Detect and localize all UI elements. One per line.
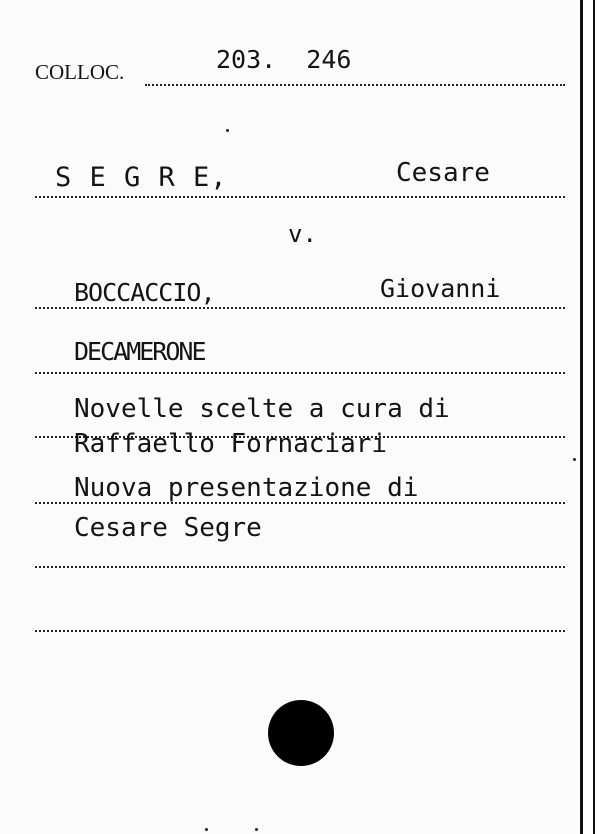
rule-line	[35, 630, 565, 632]
rule-line	[35, 502, 565, 504]
author-surname: S E G R E,	[55, 162, 228, 193]
rule-line	[35, 307, 565, 309]
card-edge-line	[580, 0, 583, 834]
rule-line	[145, 84, 565, 86]
ink-speck	[205, 828, 208, 831]
description-line: Cesare Segre	[74, 513, 262, 543]
ink-speck	[226, 129, 229, 132]
rule-line	[35, 372, 565, 374]
connector-v: v.	[288, 220, 317, 248]
description-line: Novelle scelte a cura di	[74, 394, 450, 424]
ink-speck	[573, 458, 576, 461]
subject-surname: BOCCACCIO,	[74, 278, 215, 307]
description-line: Raffaello Fornaciari	[74, 429, 388, 459]
ink-speck	[255, 828, 258, 831]
punch-hole	[268, 700, 334, 766]
subject-forename: Giovanni	[380, 274, 501, 303]
colloc-label: COLLOC.	[35, 60, 125, 84]
description-line: Nuova presentazione di	[74, 473, 419, 503]
book-title: DECAMERONE	[74, 337, 205, 366]
card-edge-line	[593, 0, 595, 834]
shelfmark: 203. 246	[216, 45, 352, 74]
rule-line	[35, 566, 565, 568]
rule-line	[35, 196, 565, 198]
author-forename: Cesare	[396, 158, 490, 188]
